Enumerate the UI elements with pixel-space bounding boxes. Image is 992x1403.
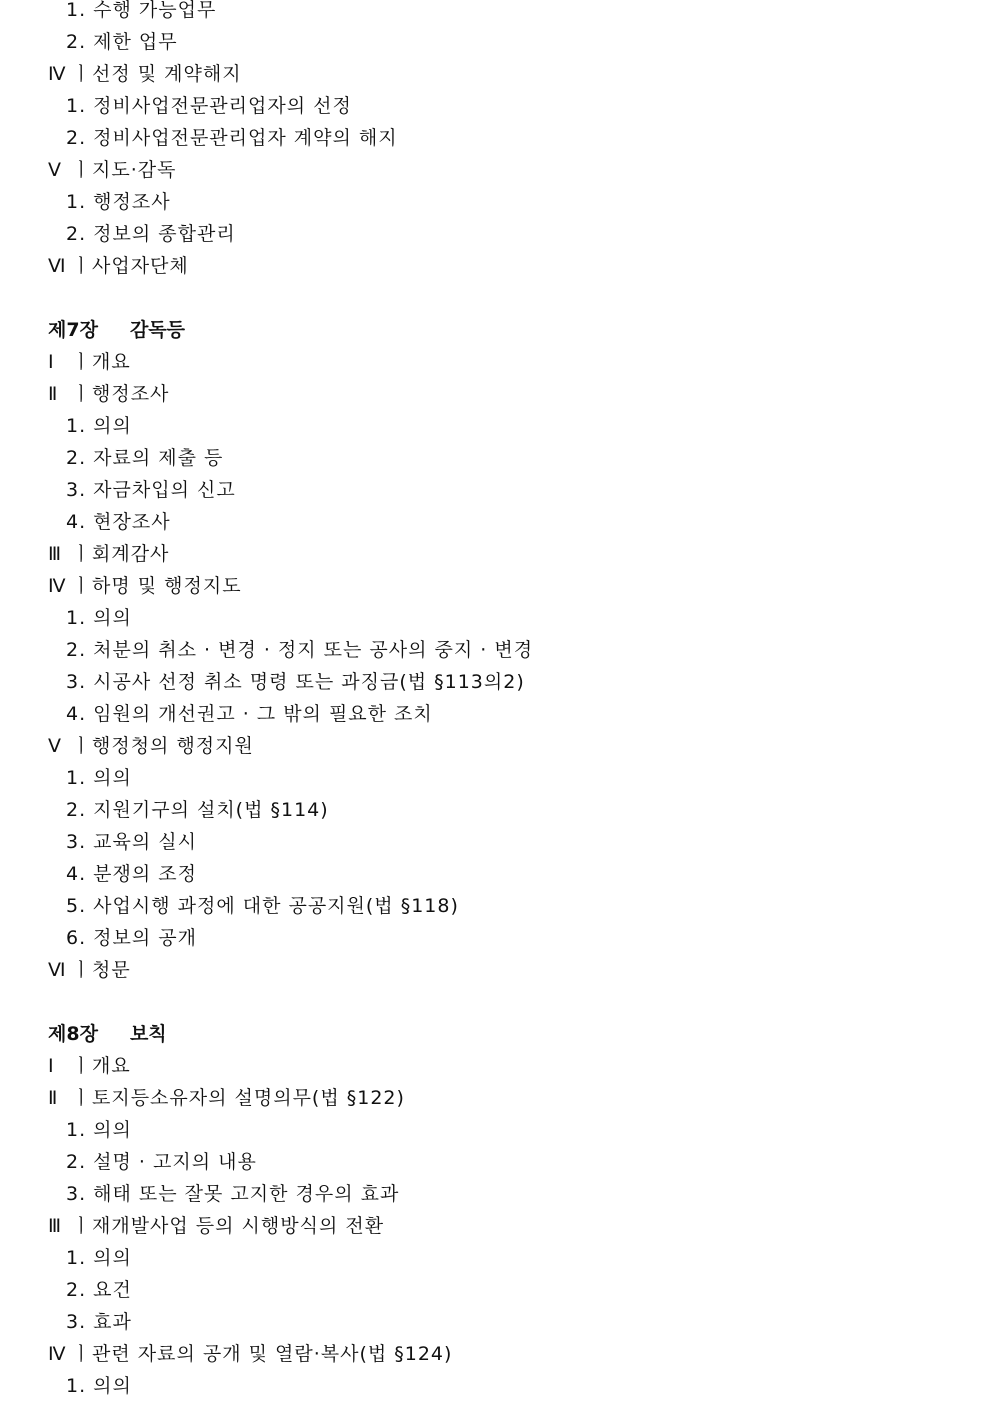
subsection-title: 1. 의의 (66, 1375, 132, 1397)
section-separator: ㅣ (72, 255, 92, 277)
subsection-item (0, 794, 992, 826)
subsection-title: 4. 임원의 개선권고 · 그 밖의 필요한 조치 (66, 703, 433, 725)
subsection-title: 2. 자료의 제출 등 (66, 447, 224, 469)
section-title: 재개발사업 등의 시행방식의 전환 (92, 1215, 385, 1237)
subsection-title: 1. 행정조사 (66, 191, 171, 213)
section-heading (0, 250, 992, 282)
subsection-item (0, 1178, 992, 1210)
subsection-item (0, 1114, 992, 1146)
chapter-number: 제8장 (48, 1023, 98, 1045)
section-separator: ㅣ (72, 735, 92, 757)
subsection-title: 1. 수행 가능업무 (66, 0, 217, 21)
subsection-item (0, 26, 992, 58)
subsection-item (0, 218, 992, 250)
section-heading (0, 1338, 992, 1370)
subsection-title: 2. 정보의 종합관리 (66, 223, 236, 245)
subsection-item (0, 1274, 992, 1306)
chapter-heading (0, 314, 992, 346)
section-heading (0, 1082, 992, 1114)
subsection-item (0, 122, 992, 154)
subsection-title: 3. 해태 또는 잘못 고지한 경우의 효과 (66, 1183, 400, 1205)
section-separator: ㅣ (72, 1055, 92, 1077)
subsection-item (0, 442, 992, 474)
section-title: 청문 (92, 959, 131, 981)
section-numeral: Ⅳ (48, 1343, 67, 1365)
subsection-item (0, 1146, 992, 1178)
subsection-item (0, 826, 992, 858)
subsection-item (0, 1306, 992, 1338)
section-numeral: Ⅳ (48, 575, 67, 597)
subsection-item (0, 90, 992, 122)
section-numeral: Ⅱ (48, 383, 59, 405)
subsection-item (0, 186, 992, 218)
section-numeral: Ⅱ (48, 1087, 59, 1109)
chapter-number: 제7장 (48, 319, 98, 341)
subsection-title: 1. 의의 (66, 607, 132, 629)
subsection-title: 3. 시공사 선정 취소 명령 또는 과징금(법 §113의2) (66, 671, 525, 693)
section-title: 사업자단체 (92, 255, 189, 277)
subsection-title: 1. 의의 (66, 1119, 132, 1141)
section-heading (0, 730, 992, 762)
subsection-title: 2. 요건 (66, 1279, 132, 1301)
section-heading (0, 570, 992, 602)
subsection-item (0, 634, 992, 666)
subsection-title: 1. 의의 (66, 1247, 132, 1269)
subsection-item (0, 762, 992, 794)
subsection-title: 1. 의의 (66, 767, 132, 789)
spacer (0, 986, 992, 1018)
section-heading (0, 154, 992, 186)
subsection-item (0, 506, 992, 538)
subsection-title: 1. 정비사업전문관리업자의 선정 (66, 95, 352, 117)
subsection-title: 3. 자금차입의 신고 (66, 479, 236, 501)
subsection-item (0, 698, 992, 730)
section-title: 하명 및 행정지도 (92, 575, 242, 597)
subsection-title: 3. 교육의 실시 (66, 831, 197, 853)
subsection-item (0, 890, 992, 922)
section-separator: ㅣ (72, 63, 92, 85)
section-numeral: Ⅴ (48, 735, 62, 757)
subsection-item (0, 1242, 992, 1274)
subsection-title: 4. 분쟁의 조정 (66, 863, 197, 885)
subsection-item (0, 666, 992, 698)
section-numeral: Ⅵ (48, 959, 67, 981)
section-title: 회계감사 (92, 543, 170, 565)
section-title: 개요 (92, 1055, 131, 1077)
subsection-title: 2. 설명 · 고지의 내용 (66, 1151, 257, 1173)
subsection-item (0, 922, 992, 954)
section-separator: ㅣ (72, 383, 92, 405)
subsection-item (0, 858, 992, 890)
section-title: 토지등소유자의 설명의무(법 §122) (92, 1087, 405, 1109)
subsection-item (0, 474, 992, 506)
section-heading (0, 58, 992, 90)
subsection-title: 6. 정보의 공개 (66, 927, 197, 949)
subsection-item (0, 1370, 992, 1402)
section-separator: ㅣ (72, 543, 92, 565)
section-numeral: Ⅰ (48, 351, 55, 373)
section-numeral: Ⅰ (48, 1055, 55, 1077)
section-numeral: Ⅵ (48, 255, 67, 277)
chapter-title: 감독등 (129, 319, 185, 341)
section-separator: ㅣ (72, 1343, 92, 1365)
section-numeral: Ⅴ (48, 159, 62, 181)
subsection-title: 2. 제한 업무 (66, 31, 178, 53)
chapter-heading (0, 1018, 992, 1050)
section-title: 행정조사 (92, 383, 170, 405)
section-separator: ㅣ (72, 959, 92, 981)
subsection-title: 3. 효과 (66, 1311, 132, 1333)
chapter-title: 보칙 (129, 1023, 167, 1045)
subsection-title: 2. 지원기구의 설치(법 §114) (66, 799, 329, 821)
section-title: 행정청의 행정지원 (92, 735, 254, 757)
section-heading (0, 1210, 992, 1242)
section-separator: ㅣ (72, 1215, 92, 1237)
section-title: 지도·감독 (92, 159, 177, 181)
section-title: 선정 및 계약해지 (92, 63, 242, 85)
section-numeral: Ⅲ (48, 543, 63, 565)
subsection-title: 2. 처분의 취소 · 변경 · 정지 또는 공사의 중지 · 변경 (66, 639, 534, 661)
section-heading (0, 346, 992, 378)
section-numeral: Ⅳ (48, 63, 67, 85)
section-separator: ㅣ (72, 159, 92, 181)
subsection-title: 5. 사업시행 과정에 대한 공공지원(법 §118) (66, 895, 459, 917)
section-title: 관련 자료의 공개 및 열람·복사(법 §124) (92, 1343, 453, 1365)
subsection-title: 2. 정비사업전문관리업자 계약의 해지 (66, 127, 398, 149)
subsection-item (0, 0, 992, 26)
section-heading (0, 954, 992, 986)
section-numeral: Ⅲ (48, 1215, 63, 1237)
section-heading (0, 1050, 992, 1082)
section-heading (0, 538, 992, 570)
section-heading (0, 378, 992, 410)
subsection-item (0, 410, 992, 442)
subsection-item (0, 602, 992, 634)
section-title: 개요 (92, 351, 131, 373)
section-separator: ㅣ (72, 1087, 92, 1109)
section-separator: ㅣ (72, 575, 92, 597)
spacer (0, 282, 992, 314)
section-separator: ㅣ (72, 351, 92, 373)
subsection-title: 4. 현장조사 (66, 511, 171, 533)
subsection-title: 1. 의의 (66, 415, 132, 437)
